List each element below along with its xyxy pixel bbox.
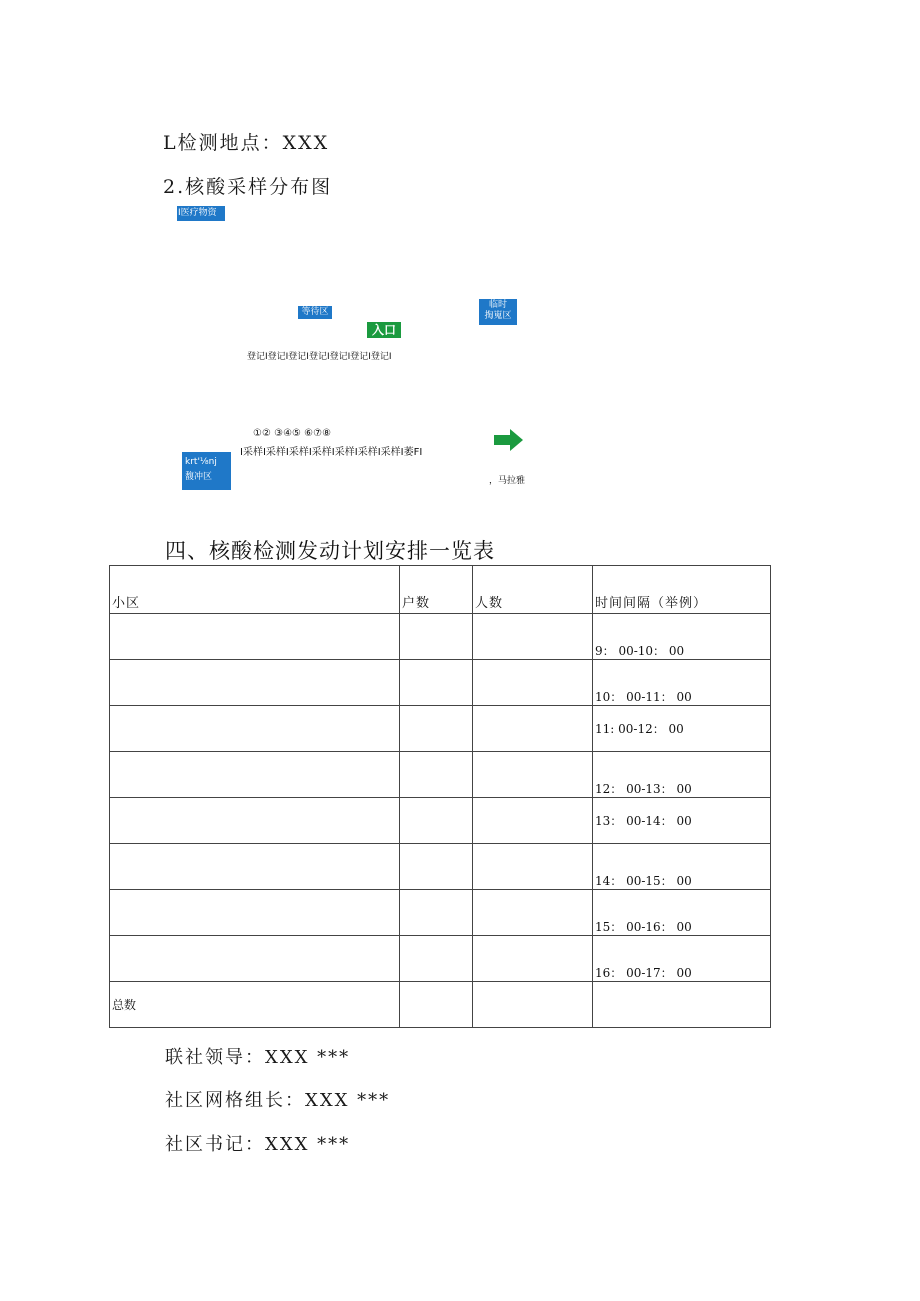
buffer-area-line1: krt'⅛nj — [185, 457, 217, 467]
table-row — [110, 660, 771, 706]
entrance-box: 入口 — [367, 322, 401, 338]
header-community: 小区 — [110, 566, 400, 614]
time-cell: 11: 00-12： 00 — [593, 706, 771, 752]
time-cell: 12： 00-13： 00 — [593, 752, 771, 798]
header-people: 人数 — [473, 566, 593, 614]
time-cell: 14： 00-15： 00 — [593, 844, 771, 890]
table-row — [110, 890, 771, 936]
exit-label: ，马拉雅 — [489, 476, 526, 486]
table-row — [110, 936, 771, 982]
table-header-row — [110, 566, 771, 614]
grid-leader-signature: 社区网格组长：XXX *** — [165, 1090, 391, 1111]
arrow-right-icon — [494, 429, 524, 451]
time-cell: 16： 00-17： 00 — [593, 936, 771, 982]
time-cell: 10： 00-11： 00 — [593, 660, 771, 706]
sampling-row: I采样I采样I采样I采样I采样I采样I采样I萎FI — [240, 447, 423, 458]
table-row — [110, 844, 771, 890]
time-cell: 9： 00-10： 00 — [593, 614, 771, 660]
header-time-interval: 时间间隔（举例） — [593, 566, 771, 614]
map-title: 2.核酸采样分布图 — [163, 176, 333, 198]
time-cell: 15： 00-16： 00 — [593, 890, 771, 936]
leader-signature: 联社领导：XXX *** — [165, 1047, 351, 1068]
table-total-row — [110, 982, 771, 1028]
medical-supplies-box: I医疗物资 — [177, 206, 225, 221]
buffer-area-line2: 馥冲区 — [185, 472, 213, 482]
location-line: L检测地点：XXX — [163, 132, 330, 154]
buffer-area-box — [182, 452, 231, 490]
register-row: 登记I登记I登记I登记I登记I登记I登记I — [247, 352, 392, 362]
total-label: 总数 — [110, 982, 400, 1028]
table-row — [110, 614, 771, 660]
temporary-area-line1: 临时 — [488, 300, 507, 310]
time-cell: 13： 00-14： 00 — [593, 798, 771, 844]
table-row — [110, 706, 771, 752]
temporary-area-box — [479, 299, 517, 325]
plan-table-title: 四、核酸检测发动计划安排一览表 — [165, 539, 495, 563]
table-row — [110, 752, 771, 798]
secretary-signature: 社区书记：XXX *** — [165, 1134, 351, 1155]
station-numbers-row: ①② ③④⑤ ⑥⑦⑧ — [253, 428, 332, 439]
plan-table — [109, 565, 771, 1028]
temporary-area-line2: 掏嵬区 — [484, 311, 512, 321]
table-row — [110, 798, 771, 844]
waiting-area-box: 等待区 — [298, 306, 332, 319]
header-households: 户数 — [400, 566, 473, 614]
